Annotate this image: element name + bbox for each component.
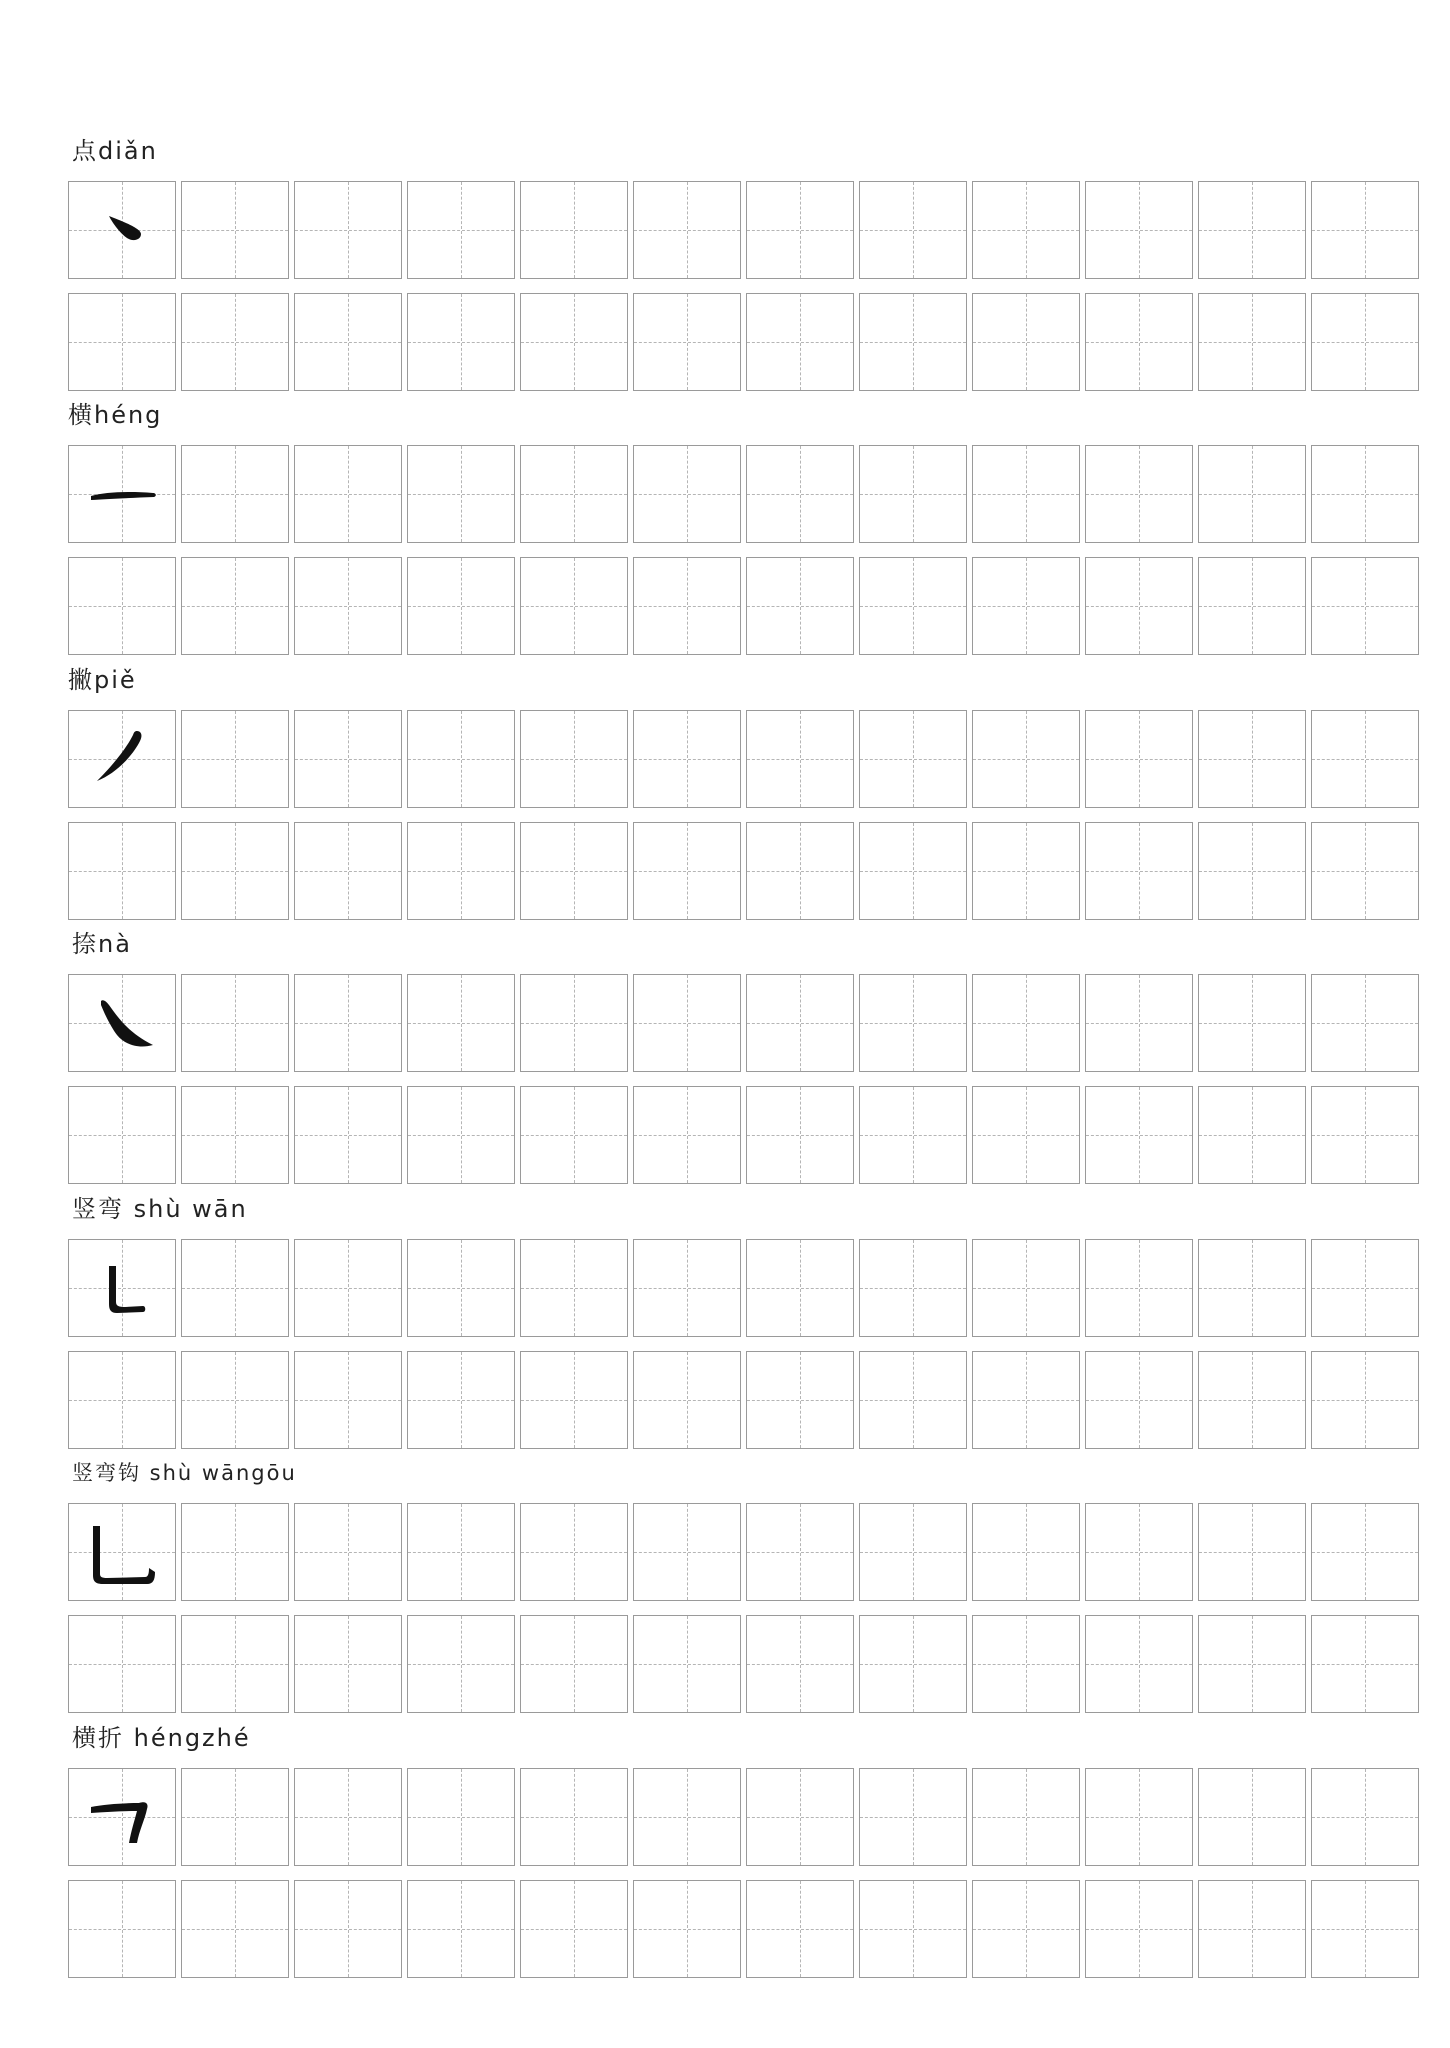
practice-row xyxy=(68,1503,1398,1601)
practice-row xyxy=(68,1615,1398,1713)
practice-cell xyxy=(407,181,515,279)
practice-cell xyxy=(1198,1086,1306,1184)
practice-cell xyxy=(181,1239,289,1337)
practice-cell xyxy=(181,822,289,920)
practice-cell xyxy=(746,710,854,808)
practice-cell xyxy=(1311,1239,1419,1337)
practice-cell xyxy=(633,1615,741,1713)
practice-cell xyxy=(746,445,854,543)
practice-cell xyxy=(181,1768,289,1866)
practice-cell xyxy=(68,1615,176,1713)
practice-cell xyxy=(859,445,967,543)
practice-cell xyxy=(294,1351,402,1449)
practice-cell xyxy=(859,181,967,279)
practice-cell xyxy=(1311,293,1419,391)
practice-cell xyxy=(520,293,628,391)
dian-stroke xyxy=(69,182,175,278)
practice-cell xyxy=(1085,974,1193,1072)
practice-cell xyxy=(520,181,628,279)
practice-cell xyxy=(746,1086,854,1184)
practice-cell xyxy=(633,1503,741,1601)
practice-row xyxy=(68,1768,1398,1866)
practice-cell xyxy=(633,1239,741,1337)
practice-cell xyxy=(1311,557,1419,655)
practice-cell xyxy=(294,1086,402,1184)
practice-cell xyxy=(68,1503,176,1601)
practice-cell xyxy=(1085,1086,1193,1184)
practice-cell xyxy=(972,181,1080,279)
practice-cell xyxy=(407,822,515,920)
practice-row xyxy=(68,1880,1398,1978)
practice-cell xyxy=(407,293,515,391)
practice-cell xyxy=(859,710,967,808)
practice-cell xyxy=(68,293,176,391)
practice-cell xyxy=(294,974,402,1072)
practice-cell xyxy=(1085,557,1193,655)
practice-cell xyxy=(859,1503,967,1601)
practice-cell xyxy=(1311,1351,1419,1449)
practice-row xyxy=(68,181,1398,279)
practice-cell xyxy=(68,710,176,808)
practice-cell xyxy=(972,1351,1080,1449)
practice-cell xyxy=(407,557,515,655)
practice-cell xyxy=(746,1351,854,1449)
practice-cell xyxy=(1198,710,1306,808)
practice-cell xyxy=(859,557,967,655)
practice-cell xyxy=(972,1615,1080,1713)
practice-cell xyxy=(181,445,289,543)
practice-cell xyxy=(520,710,628,808)
stroke-label: 捺nà xyxy=(72,930,132,958)
practice-cell xyxy=(1085,293,1193,391)
practice-cell xyxy=(633,1086,741,1184)
practice-cell xyxy=(520,1768,628,1866)
practice-cell xyxy=(1085,1880,1193,1978)
practice-cell xyxy=(181,710,289,808)
practice-cell xyxy=(520,822,628,920)
practice-cell xyxy=(746,181,854,279)
practice-cell xyxy=(294,557,402,655)
practice-cell xyxy=(746,1768,854,1866)
practice-row xyxy=(68,293,1398,391)
stroke-label: 横héng xyxy=(68,401,163,429)
practice-cell xyxy=(1085,1239,1193,1337)
practice-cell xyxy=(68,1351,176,1449)
practice-cell xyxy=(181,293,289,391)
practice-cell xyxy=(181,1503,289,1601)
practice-cell xyxy=(972,557,1080,655)
practice-cell xyxy=(68,1768,176,1866)
practice-cell xyxy=(68,1239,176,1337)
practice-cell xyxy=(633,710,741,808)
practice-cell xyxy=(520,1615,628,1713)
practice-cell xyxy=(407,1086,515,1184)
practice-cell xyxy=(1198,1503,1306,1601)
practice-cell xyxy=(407,974,515,1072)
hengzhe-stroke xyxy=(69,1769,175,1865)
practice-cell xyxy=(407,1503,515,1601)
practice-cell xyxy=(294,710,402,808)
practice-cell xyxy=(859,1768,967,1866)
practice-cell xyxy=(294,822,402,920)
practice-row xyxy=(68,1239,1398,1337)
practice-cell xyxy=(68,181,176,279)
practice-cell xyxy=(294,1239,402,1337)
practice-cell xyxy=(407,1615,515,1713)
practice-cell xyxy=(1085,181,1193,279)
practice-cell xyxy=(633,974,741,1072)
practice-cell xyxy=(859,822,967,920)
practice-cell xyxy=(859,1086,967,1184)
practice-cell xyxy=(520,557,628,655)
practice-cell xyxy=(1311,445,1419,543)
practice-cell xyxy=(972,293,1080,391)
practice-cell xyxy=(294,1503,402,1601)
practice-cell xyxy=(1198,293,1306,391)
practice-cell xyxy=(407,1239,515,1337)
practice-cell xyxy=(520,1880,628,1978)
practice-cell xyxy=(520,1086,628,1184)
practice-cell xyxy=(746,1503,854,1601)
practice-cell xyxy=(520,1351,628,1449)
heng-stroke xyxy=(69,446,175,542)
practice-cell xyxy=(520,1239,628,1337)
practice-cell xyxy=(520,445,628,543)
practice-cell xyxy=(407,1880,515,1978)
practice-cell xyxy=(972,1239,1080,1337)
practice-cell xyxy=(1085,710,1193,808)
practice-row xyxy=(68,1351,1398,1449)
practice-cell xyxy=(520,974,628,1072)
practice-cell xyxy=(633,1768,741,1866)
practice-cell xyxy=(181,1351,289,1449)
pie-stroke xyxy=(69,711,175,807)
practice-cell xyxy=(181,1086,289,1184)
practice-cell xyxy=(972,1880,1080,1978)
practice-cell xyxy=(1198,1615,1306,1713)
practice-cell xyxy=(972,1086,1080,1184)
practice-cell xyxy=(633,822,741,920)
shuwan-stroke xyxy=(69,1240,175,1336)
practice-cell xyxy=(294,1880,402,1978)
practice-cell xyxy=(1085,1615,1193,1713)
practice-cell xyxy=(859,1615,967,1713)
practice-cell xyxy=(1085,1768,1193,1866)
practice-cell xyxy=(972,974,1080,1072)
stroke-label: 竖弯 shù wān xyxy=(72,1195,248,1223)
stroke-label: 点diǎn xyxy=(72,137,158,165)
practice-cell xyxy=(859,974,967,1072)
practice-cell xyxy=(859,1880,967,1978)
practice-cell xyxy=(1311,1768,1419,1866)
practice-cell xyxy=(1198,1239,1306,1337)
practice-cell xyxy=(68,1086,176,1184)
practice-cell xyxy=(181,1880,289,1978)
na-stroke xyxy=(69,975,175,1071)
practice-cell xyxy=(859,1239,967,1337)
practice-cell xyxy=(68,974,176,1072)
practice-row xyxy=(68,822,1398,920)
practice-cell xyxy=(181,1615,289,1713)
practice-row xyxy=(68,1086,1398,1184)
practice-cell xyxy=(181,557,289,655)
practice-cell xyxy=(1085,1503,1193,1601)
practice-cell xyxy=(746,293,854,391)
practice-cell xyxy=(1311,974,1419,1072)
practice-cell xyxy=(633,557,741,655)
practice-cell xyxy=(68,1880,176,1978)
practice-row xyxy=(68,710,1398,808)
practice-cell xyxy=(1198,181,1306,279)
practice-cell xyxy=(1311,1880,1419,1978)
practice-cell xyxy=(294,181,402,279)
practice-cell xyxy=(746,1239,854,1337)
practice-row xyxy=(68,974,1398,1072)
practice-cell xyxy=(181,181,289,279)
practice-cell xyxy=(520,1503,628,1601)
practice-cell xyxy=(972,822,1080,920)
practice-cell xyxy=(1198,557,1306,655)
practice-cell xyxy=(633,445,741,543)
practice-cell xyxy=(1198,1880,1306,1978)
practice-cell xyxy=(633,1880,741,1978)
practice-cell xyxy=(1311,1615,1419,1713)
shuwangou-stroke xyxy=(69,1504,175,1600)
stroke-label: 撇piě xyxy=(68,666,137,694)
practice-cell xyxy=(1311,1086,1419,1184)
practice-cell xyxy=(1198,1351,1306,1449)
practice-cell xyxy=(1198,445,1306,543)
practice-cell xyxy=(1311,181,1419,279)
practice-cell xyxy=(68,557,176,655)
practice-cell xyxy=(746,1615,854,1713)
practice-cell xyxy=(746,1880,854,1978)
practice-cell xyxy=(294,445,402,543)
practice-cell xyxy=(294,1768,402,1866)
practice-cell xyxy=(746,974,854,1072)
practice-cell xyxy=(633,1351,741,1449)
practice-cell xyxy=(972,1503,1080,1601)
practice-cell xyxy=(68,822,176,920)
practice-row xyxy=(68,557,1398,655)
practice-cell xyxy=(1198,974,1306,1072)
practice-cell xyxy=(1085,822,1193,920)
practice-cell xyxy=(633,181,741,279)
practice-cell xyxy=(181,974,289,1072)
practice-cell xyxy=(68,445,176,543)
practice-cell xyxy=(1311,710,1419,808)
stroke-label: 竖弯钩 shù wāngōu xyxy=(72,1461,297,1485)
practice-cell xyxy=(1198,822,1306,920)
practice-cell xyxy=(633,293,741,391)
practice-cell xyxy=(859,293,967,391)
practice-cell xyxy=(407,1351,515,1449)
stroke-label: 横折 héngzhé xyxy=(72,1724,251,1752)
practice-cell xyxy=(1085,1351,1193,1449)
practice-cell xyxy=(746,557,854,655)
practice-cell xyxy=(972,710,1080,808)
practice-row xyxy=(68,445,1398,543)
practice-cell xyxy=(407,445,515,543)
practice-cell xyxy=(972,1768,1080,1866)
practice-cell xyxy=(859,1351,967,1449)
practice-cell xyxy=(407,1768,515,1866)
practice-cell xyxy=(294,293,402,391)
practice-cell xyxy=(1198,1768,1306,1866)
practice-cell xyxy=(407,710,515,808)
practice-cell xyxy=(1311,822,1419,920)
practice-cell xyxy=(746,822,854,920)
practice-cell xyxy=(1085,445,1193,543)
practice-cell xyxy=(972,445,1080,543)
practice-cell xyxy=(1311,1503,1419,1601)
practice-cell xyxy=(294,1615,402,1713)
